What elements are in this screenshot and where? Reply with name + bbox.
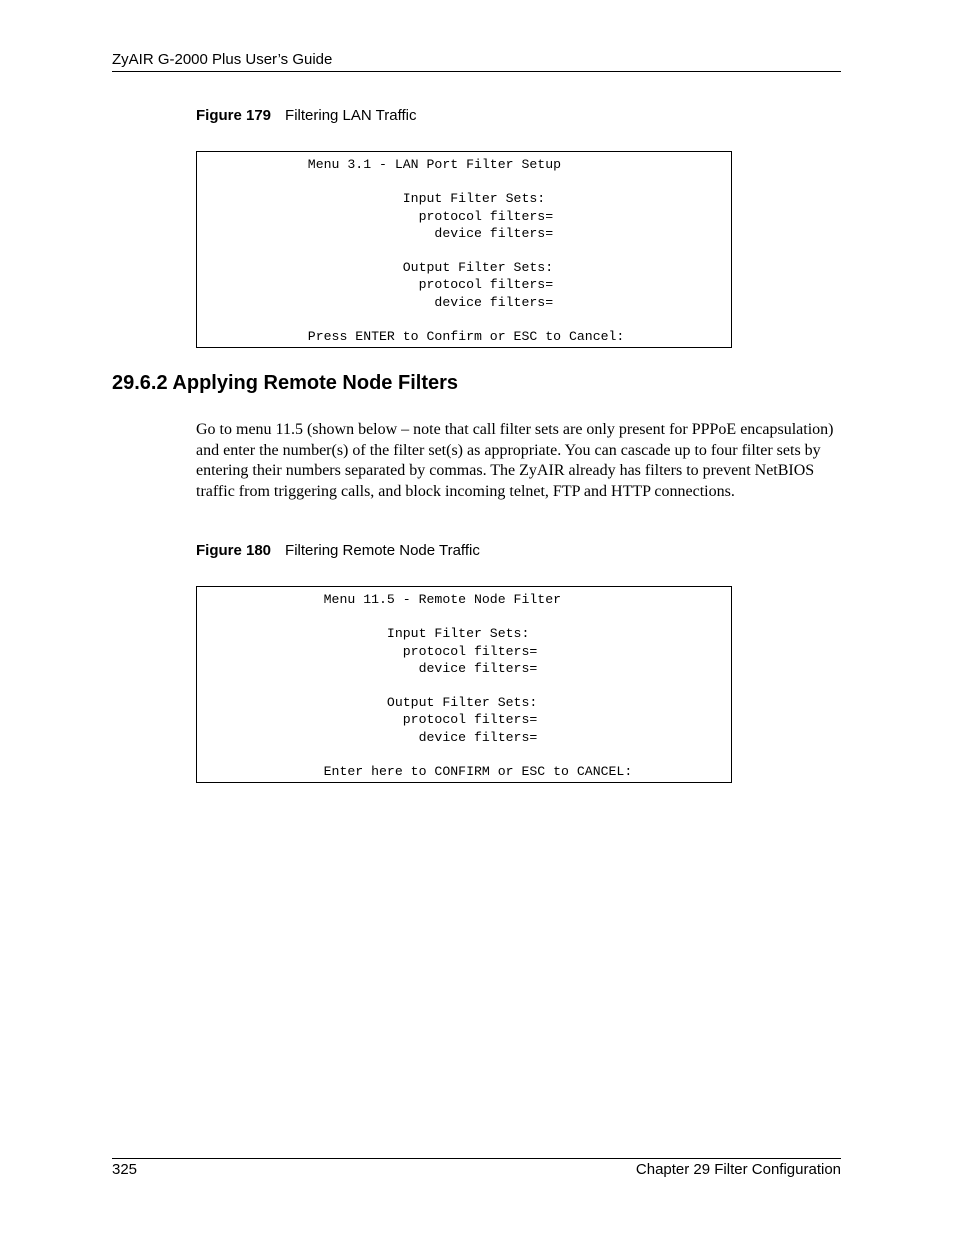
figure-179-label: Figure 179 — [196, 107, 272, 124]
section-body-paragraph: Go to menu 11.5 (shown below – note that call filter sets are only present for PPPoE encapsulation) and enter the number(s) of the filter set(s) as appropriate. You can cascade up to four filter sets by entering their numbers separated by commas. The ZyAIR already has filters to prevent NetBIOS traffic from triggering calls, and block incoming telnet, FTP and HTTP connections. — [196, 421, 834, 500]
figure-179-screen — [196, 151, 732, 348]
header-divider — [112, 71, 841, 72]
page-number: 325 — [112, 1161, 138, 1178]
running-header: ZyAIR G-2000 Plus User’s Guide — [112, 51, 333, 68]
figure-179-screen-text: Menu 3.1 - LAN Port Filter Setup Input Filter Sets: protocol filters= device filters= Output Filter Sets: protocol filters= device filters= Press ENTER to Confirm or ESC to Cancel: — [307, 157, 625, 345]
figure-179-caption — [196, 107, 416, 124]
figure-180-screen-text: Menu 11.5 - Remote Node Filter Input Filter Sets: protocol filters= device filters= Output Filter Sets: protocol filters= device filters= Enter here to CONFIRM or ESC to CANCEL: — [323, 592, 633, 780]
chapter-title: Chapter 29 Filter Configuration — [635, 1161, 841, 1178]
figure-180-label: Figure 180 — [196, 542, 272, 559]
figure-180-caption — [196, 542, 480, 559]
figure-179-title: Filtering LAN Traffic — [285, 107, 417, 124]
footer-divider — [112, 1158, 841, 1159]
figure-180-title: Filtering Remote Node Traffic — [285, 542, 480, 559]
section-heading: 29.6.2 Applying Remote Node Filters — [112, 372, 459, 394]
figure-180-screen — [196, 586, 732, 783]
